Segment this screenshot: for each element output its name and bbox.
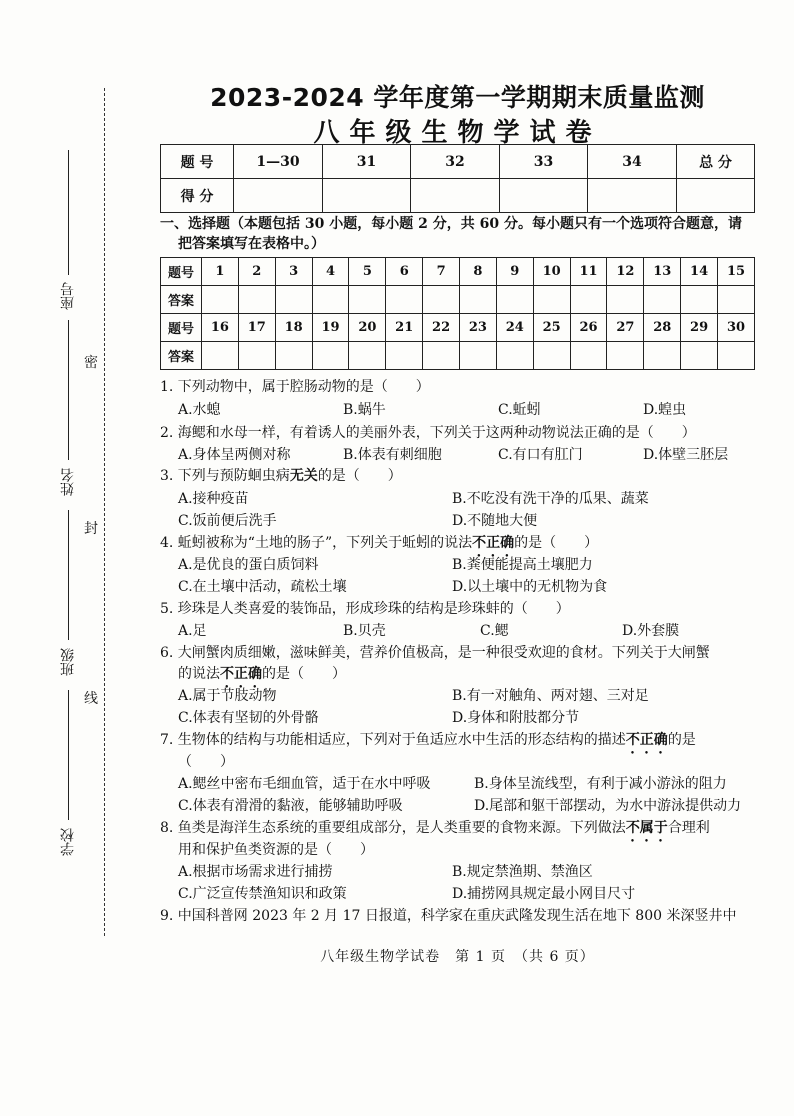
answer-blank-row bbox=[161, 286, 755, 314]
question-1-stem: 1. 下列动物中，属于腔肠动物的是（ ） bbox=[160, 379, 430, 395]
score-table-header-row bbox=[161, 145, 755, 179]
question-6-option-d[interactable]: D.身体和附肢都分节 bbox=[452, 710, 580, 726]
question-3-option-b[interactable]: B.不吃没有洗干净的瓜果、蔬菜 bbox=[452, 491, 649, 507]
answer-cell[interactable] bbox=[496, 286, 533, 314]
question-3-stem-post: 的是（ ） bbox=[317, 468, 402, 484]
question-number: 16 bbox=[202, 314, 239, 342]
question-number: 26 bbox=[570, 314, 607, 342]
score-cell[interactable] bbox=[323, 179, 411, 213]
question-9-stem: 9. 中国科普网 2023 年 2 月 17 日报道，科学家在重庆武隆发现生活在地下 800 米深竖井中 bbox=[160, 908, 737, 924]
answer-number-row bbox=[161, 314, 755, 342]
question-4-stem-post: 的是（ ） bbox=[514, 535, 599, 551]
question-number: 20 bbox=[349, 314, 386, 342]
question-1-option-a[interactable]: A.水螅 bbox=[178, 402, 221, 418]
question-7-option-b[interactable]: B.身体呈流线型，有利于减小游泳的阻力 bbox=[474, 776, 727, 792]
question-8-keyword: 不属于 bbox=[625, 820, 668, 836]
answer-cell[interactable] bbox=[570, 342, 607, 370]
score-table-score-row bbox=[161, 179, 755, 213]
question-number: 15 bbox=[718, 258, 755, 286]
question-1-option-b[interactable]: B.蜗牛 bbox=[343, 402, 386, 418]
question-number: 11 bbox=[570, 258, 607, 286]
question-8-stem-line2: 用和保护鱼类资源的是（ ） bbox=[178, 842, 374, 858]
seal-word-feng: 封 bbox=[84, 521, 98, 537]
question-8-option-a[interactable]: A.根据市场需求进行捕捞 bbox=[178, 864, 333, 880]
score-cell[interactable] bbox=[588, 179, 677, 213]
question-5-option-a[interactable]: A.足 bbox=[178, 623, 207, 639]
question-3-keyword: 无关 bbox=[289, 468, 318, 484]
question-number: 28 bbox=[644, 314, 681, 342]
question-number: 8 bbox=[460, 258, 497, 286]
answer-row-label: 题号 bbox=[161, 314, 202, 342]
class-label: 班级 bbox=[60, 648, 76, 676]
question-number: 24 bbox=[496, 314, 533, 342]
question-number: 12 bbox=[607, 258, 644, 286]
question-5-stem: 5. 珍珠是人类喜爱的装饰品，形成珍珠的结构是珍珠蚌的（ ） bbox=[160, 601, 570, 617]
answer-cell[interactable] bbox=[386, 286, 423, 314]
section-one-line1: 一、选择题（本题包括 30 小题，每小题 2 分，共 60 分。每小题只有一个选项符合题意，请 bbox=[160, 216, 742, 232]
answer-cell[interactable] bbox=[496, 342, 533, 370]
question-1-option-d[interactable]: D.蝗虫 bbox=[643, 402, 687, 418]
score-header-cell: 总 分 bbox=[677, 145, 755, 179]
answer-cell[interactable] bbox=[238, 286, 275, 314]
seal-word-mi: 密 bbox=[84, 355, 98, 371]
answer-cell[interactable] bbox=[681, 286, 718, 314]
answer-cell[interactable] bbox=[423, 286, 460, 314]
question-number: 10 bbox=[533, 258, 570, 286]
answer-cell[interactable] bbox=[644, 286, 681, 314]
answer-row-label: 答案 bbox=[161, 342, 202, 370]
question-4-option-c[interactable]: C.在土壤中活动，疏松土壤 bbox=[178, 579, 347, 595]
answer-row-label: 题号 bbox=[161, 258, 202, 286]
question-6-stem2-post: 的是（ ） bbox=[262, 666, 346, 682]
page-footer: 八年级生物学试卷 第 1 页 （共 6 页） bbox=[320, 949, 595, 965]
question-5-option-c[interactable]: C.鳃 bbox=[480, 623, 509, 639]
answer-cell[interactable] bbox=[275, 286, 312, 314]
score-cell[interactable] bbox=[677, 179, 755, 213]
exam-subtitle: 八年级生物学试卷 bbox=[313, 118, 602, 148]
answer-cell[interactable] bbox=[275, 342, 312, 370]
score-cell[interactable] bbox=[234, 179, 323, 213]
score-row-label: 得 分 bbox=[161, 179, 234, 213]
answer-cell[interactable] bbox=[423, 342, 460, 370]
question-3-stem bbox=[160, 467, 402, 485]
answer-cell[interactable] bbox=[312, 286, 349, 314]
answer-cell[interactable] bbox=[533, 342, 570, 370]
question-number: 18 bbox=[275, 314, 312, 342]
question-2-option-d[interactable]: D.体壁三胚层 bbox=[643, 447, 729, 463]
question-2-option-c[interactable]: C.有口有肛门 bbox=[498, 447, 583, 463]
question-5-option-d[interactable]: D.外套膜 bbox=[622, 623, 680, 639]
answer-cell[interactable] bbox=[349, 342, 386, 370]
question-8-stem-pre: 8. 鱼类是海洋生态系统的重要组成部分，是人类重要的食物来源。下列做法 bbox=[160, 820, 626, 836]
answer-cell[interactable] bbox=[460, 342, 497, 370]
question-number: 19 bbox=[312, 314, 349, 342]
school-blank[interactable] bbox=[68, 690, 69, 820]
score-header-cell: 题 号 bbox=[161, 145, 234, 179]
question-4-option-b[interactable]: B.粪便能提高土壤肥力 bbox=[452, 557, 593, 573]
question-3-stem-pre: 3. 下列与预防蛔虫病 bbox=[160, 468, 290, 484]
question-number: 21 bbox=[386, 314, 423, 342]
score-header-cell: 32 bbox=[411, 145, 500, 179]
question-4-option-a[interactable]: A.是优良的蛋白质饲料 bbox=[178, 557, 319, 573]
answer-cell[interactable] bbox=[460, 286, 497, 314]
answer-cell[interactable] bbox=[202, 286, 239, 314]
question-7-keyword: 不正确 bbox=[625, 732, 668, 748]
seat-blank[interactable] bbox=[68, 150, 69, 275]
question-number: 29 bbox=[681, 314, 718, 342]
score-table bbox=[160, 144, 755, 213]
answer-number-row bbox=[161, 258, 755, 286]
question-number: 17 bbox=[238, 314, 275, 342]
answer-cell[interactable] bbox=[386, 342, 423, 370]
seat-label: 座号 bbox=[60, 282, 76, 310]
question-number: 14 bbox=[681, 258, 718, 286]
question-8-stem-post: 合理利 bbox=[667, 820, 710, 836]
question-number: 6 bbox=[386, 258, 423, 286]
question-number: 3 bbox=[275, 258, 312, 286]
answer-cell[interactable] bbox=[533, 286, 570, 314]
score-header-cell: 33 bbox=[500, 145, 588, 179]
question-4-stem-pre: 4. 蚯蚓被称为“土地的肠子”，下列关于蚯蚓的说法 bbox=[160, 535, 473, 551]
answer-cell[interactable] bbox=[681, 342, 718, 370]
question-6-stem2-pre: 的说法 bbox=[178, 666, 220, 682]
question-2-stem: 2. 海鳃和水母一样，有着诱人的美丽外表，下列关于这两种动物说法正确的是（ ） bbox=[160, 425, 696, 441]
answer-row-label: 答案 bbox=[161, 286, 202, 314]
answer-cell[interactable] bbox=[570, 286, 607, 314]
score-header-cell: 34 bbox=[588, 145, 677, 179]
question-number: 4 bbox=[312, 258, 349, 286]
question-number: 30 bbox=[718, 314, 755, 342]
question-6-stem: 6. 大闸蟹肉质细嫩，滋味鲜美，营养价值极高，是一种很受欢迎的食材。下列关于大闸蟹 bbox=[160, 645, 710, 661]
answer-cell[interactable] bbox=[607, 286, 644, 314]
question-8-option-c[interactable]: C.广泛宣传禁渔知识和政策 bbox=[178, 886, 347, 902]
answer-cell[interactable] bbox=[718, 342, 755, 370]
question-2-option-a[interactable]: A.身体呈两侧对称 bbox=[178, 447, 291, 463]
question-number: 22 bbox=[423, 314, 460, 342]
seal-word-xian: 线 bbox=[84, 691, 98, 707]
question-7-stem-line2: （ ） bbox=[178, 754, 234, 770]
question-3-option-a[interactable]: A.接种疫苗 bbox=[178, 491, 249, 507]
answer-blank-row bbox=[161, 342, 755, 370]
question-7-stem-pre: 7. 生物体的结构与功能相适应，下列对于鱼适应水中生活的形态结构的描述 bbox=[160, 732, 626, 748]
question-1-option-c[interactable]: C.蚯蚓 bbox=[498, 402, 541, 418]
class-blank[interactable] bbox=[68, 510, 69, 640]
question-6-option-c[interactable]: C.体表有坚韧的外骨骼 bbox=[178, 710, 319, 726]
name-blank[interactable] bbox=[68, 320, 69, 460]
question-number: 13 bbox=[644, 258, 681, 286]
answer-table bbox=[160, 257, 755, 370]
question-number: 25 bbox=[533, 314, 570, 342]
section-one-instructions bbox=[160, 214, 760, 254]
score-header-cell: 31 bbox=[323, 145, 411, 179]
score-cell[interactable] bbox=[411, 179, 500, 213]
question-8-option-b[interactable]: B.规定禁渔期、禁渔区 bbox=[452, 864, 593, 880]
question-6-option-a[interactable]: A.属于节肢动物 bbox=[178, 688, 277, 704]
score-header-cell: 1—30 bbox=[234, 145, 323, 179]
score-cell[interactable] bbox=[500, 179, 588, 213]
question-number: 27 bbox=[607, 314, 644, 342]
question-4-keyword: 不正确 bbox=[472, 535, 515, 551]
answer-cell[interactable] bbox=[238, 342, 275, 370]
question-7-option-a[interactable]: A.鳃丝中密布毛细血管，适于在水中呼吸 bbox=[178, 776, 431, 792]
question-8-option-d[interactable]: D.捕捞网具规定最小网目尺寸 bbox=[452, 886, 636, 902]
question-7-stem bbox=[160, 731, 696, 757]
section-one-line2: 把答案填写在表格中。） bbox=[178, 236, 325, 252]
question-2-option-b[interactable]: B.体表有刺细胞 bbox=[343, 447, 442, 463]
name-label: 姓名 bbox=[60, 468, 76, 496]
answer-cell[interactable] bbox=[349, 286, 386, 314]
question-3-option-c[interactable]: C.饭前便后洗手 bbox=[178, 513, 277, 529]
question-7-option-d[interactable]: D.尾部和躯干部摆动，为水中游泳提供动力 bbox=[474, 798, 742, 814]
question-7-stem-post: 的是 bbox=[667, 732, 696, 748]
question-4-option-d[interactable]: D.以土壤中的无机物为食 bbox=[452, 579, 608, 595]
question-number: 1 bbox=[202, 258, 239, 286]
question-7-option-c[interactable]: C.体表有滑滑的黏液，能够辅助呼吸 bbox=[178, 798, 403, 814]
question-number: 7 bbox=[423, 258, 460, 286]
exam-title: 2023-2024 学年度第一学期期末质量监测 bbox=[210, 83, 705, 112]
answer-cell[interactable] bbox=[607, 342, 644, 370]
answer-cell[interactable] bbox=[718, 286, 755, 314]
question-number: 23 bbox=[460, 314, 497, 342]
question-3-option-d[interactable]: D.不随地大便 bbox=[452, 513, 538, 529]
question-number: 9 bbox=[496, 258, 533, 286]
question-number: 2 bbox=[238, 258, 275, 286]
question-6-keyword: 不正确 bbox=[220, 666, 262, 682]
question-5-option-b[interactable]: B.贝壳 bbox=[343, 623, 386, 639]
answer-cell[interactable] bbox=[202, 342, 239, 370]
binding-dashed-line bbox=[104, 88, 105, 936]
question-number: 5 bbox=[349, 258, 386, 286]
question-6-option-b[interactable]: B.有一对触角、两对翅、三对足 bbox=[452, 688, 649, 704]
answer-cell[interactable] bbox=[312, 342, 349, 370]
school-label: 学校 bbox=[60, 828, 76, 856]
answer-cell[interactable] bbox=[644, 342, 681, 370]
